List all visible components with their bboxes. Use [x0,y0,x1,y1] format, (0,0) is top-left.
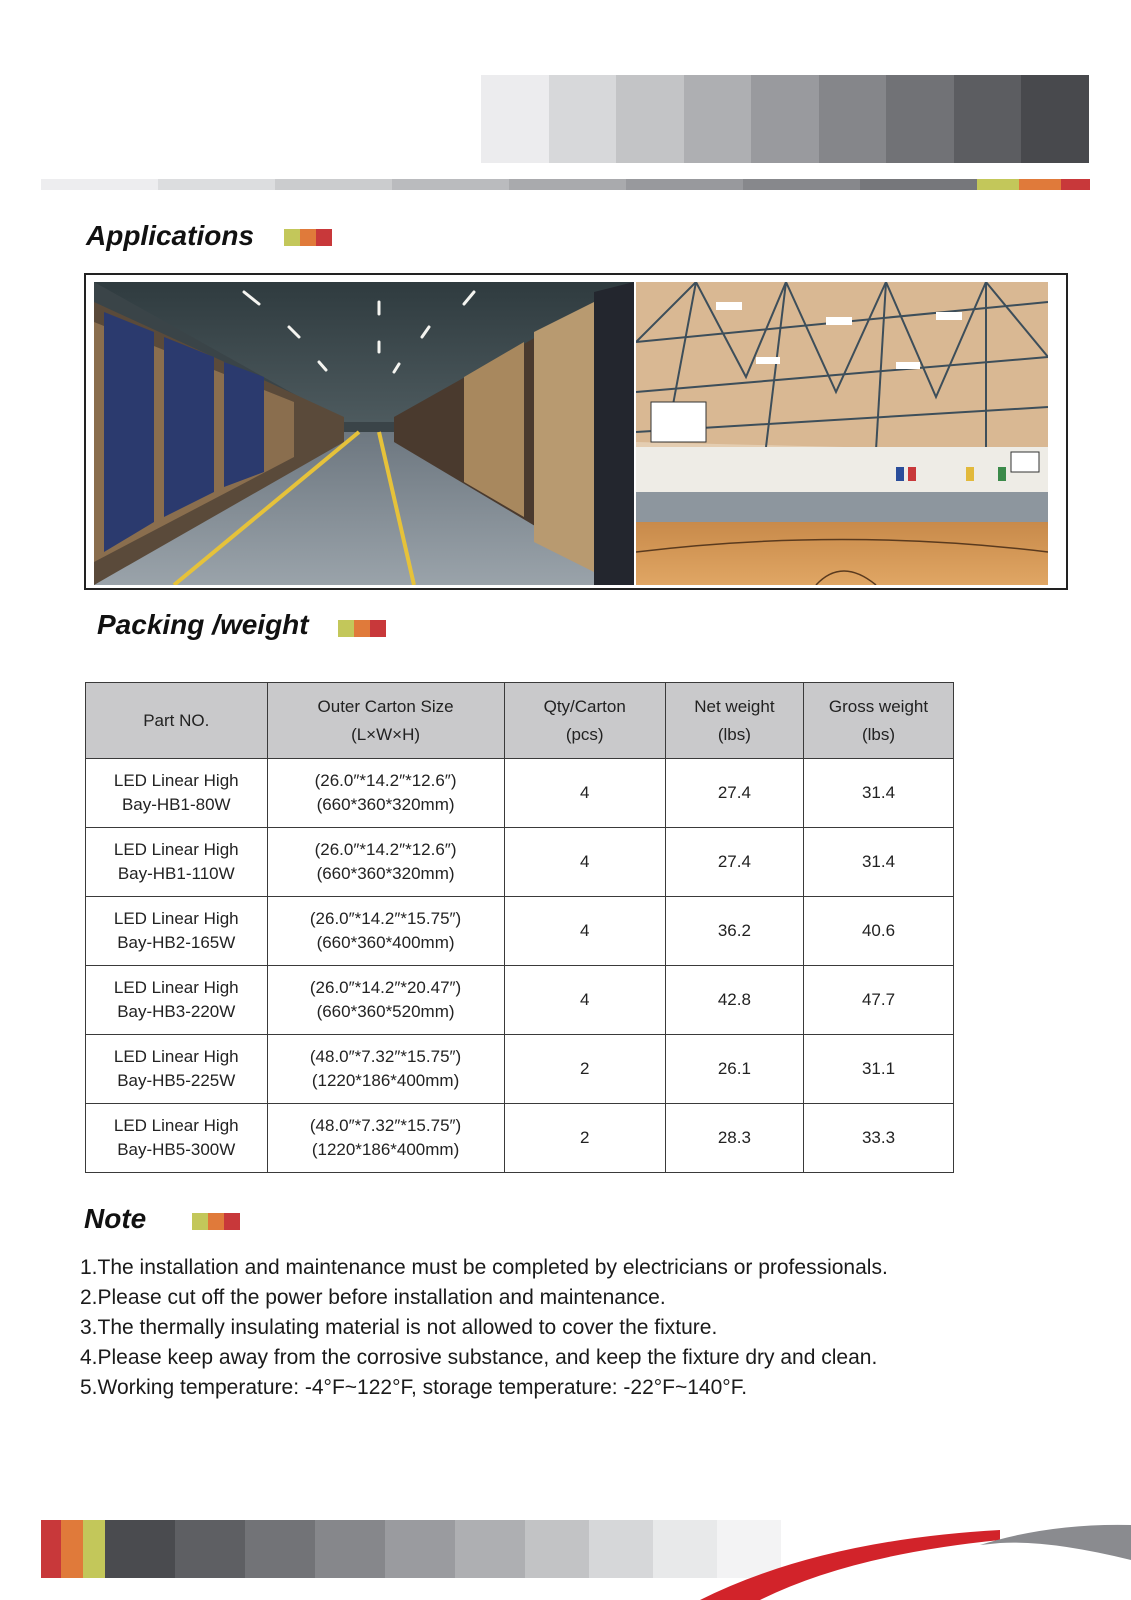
table-row [86,828,954,897]
part-no-cell: LED Linear High Bay-HB2-165W [86,897,268,966]
qty-cell: 4 [504,759,665,828]
part-no-cell: LED Linear High Bay-HB5-300W [86,1104,268,1173]
carton-size-cell: (26.0″*14.2″*15.75″) (660*360*400mm) [267,897,504,966]
net-weight-cell: 27.4 [665,759,803,828]
note-item: 1.The installation and maintenance must be completed by electricians or professionals. [80,1256,888,1279]
note-title: Note [84,1203,147,1234]
table-row [86,966,954,1035]
packing-title-mark [338,620,386,637]
carton-size-cell: (26.0″*14.2″*20.47″) (660*360*520mm) [267,966,504,1035]
notes-list [80,1253,888,1403]
table-row [86,1104,954,1173]
applications-title-mark [284,229,332,246]
packing-title: Packing /weight [97,609,309,640]
header-net-weight: Net weight (lbs) [665,683,803,759]
footer-color-bar [41,1520,781,1578]
carton-size-cell: (48.0″*7.32″*15.75″) (1220*186*400mm) [267,1035,504,1104]
warehouse-photo [94,282,634,585]
part-no-cell: LED Linear High Bay-HB5-225W [86,1035,268,1104]
table-row [86,1035,954,1104]
note-item: 2.Please cut off the power before installation and maintenance. [80,1286,666,1309]
applications-title: Applications [86,220,255,251]
carton-size-cell: (48.0″*7.32″*15.75″) (1220*186*400mm) [267,1104,504,1173]
net-weight-cell: 42.8 [665,966,803,1035]
gross-weight-cell: 47.7 [803,966,953,1035]
gross-weight-cell: 33.3 [803,1104,953,1173]
gross-weight-cell: 31.4 [803,759,953,828]
header-carton-size: Outer Carton Size (L×W×H) [267,683,504,759]
note-item: 4.Please keep away from the corrosive substance, and keep the fixture dry and clean. [80,1346,878,1369]
header-qty: Qty/Carton (pcs) [504,683,665,759]
qty-cell: 4 [504,897,665,966]
part-no-cell: LED Linear High Bay-HB3-220W [86,966,268,1035]
table-header-row [86,683,954,759]
net-weight-cell: 28.3 [665,1104,803,1173]
note-item: 5.Working temperature: -4°F~122°F, storage temperature: -22°F~140°F. [80,1376,748,1399]
gross-weight-cell: 31.1 [803,1035,953,1104]
packing-table [85,682,954,1173]
header-gross-weight: Gross weight (lbs) [803,683,953,759]
net-weight-cell: 26.1 [665,1035,803,1104]
gross-weight-cell: 40.6 [803,897,953,966]
header-gray-blocks [481,75,1089,163]
qty-cell: 2 [504,1035,665,1104]
qty-cell: 2 [504,1104,665,1173]
applications-image-frame [84,273,1068,590]
header-stripe [41,179,1090,190]
note-item: 3.The thermally insulating material is not allowed to cover the fixture. [80,1316,718,1339]
gymnasium-illustration [636,282,1048,585]
table-row [86,759,954,828]
note-title-mark [192,1213,240,1230]
qty-cell: 4 [504,828,665,897]
qty-cell: 4 [504,966,665,1035]
header-part-no: Part NO. [86,683,268,759]
footer-swoosh [700,1515,1131,1600]
gross-weight-cell: 31.4 [803,828,953,897]
table-row [86,897,954,966]
net-weight-cell: 36.2 [665,897,803,966]
carton-size-cell: (26.0″*14.2″*12.6″) (660*360*320mm) [267,828,504,897]
carton-size-cell: (26.0″*14.2″*12.6″) (660*360*320mm) [267,759,504,828]
net-weight-cell: 27.4 [665,828,803,897]
gymnasium-photo [636,282,1048,585]
part-no-cell: LED Linear High Bay-HB1-110W [86,828,268,897]
part-no-cell: LED Linear High Bay-HB1-80W [86,759,268,828]
warehouse-illustration [94,282,634,585]
